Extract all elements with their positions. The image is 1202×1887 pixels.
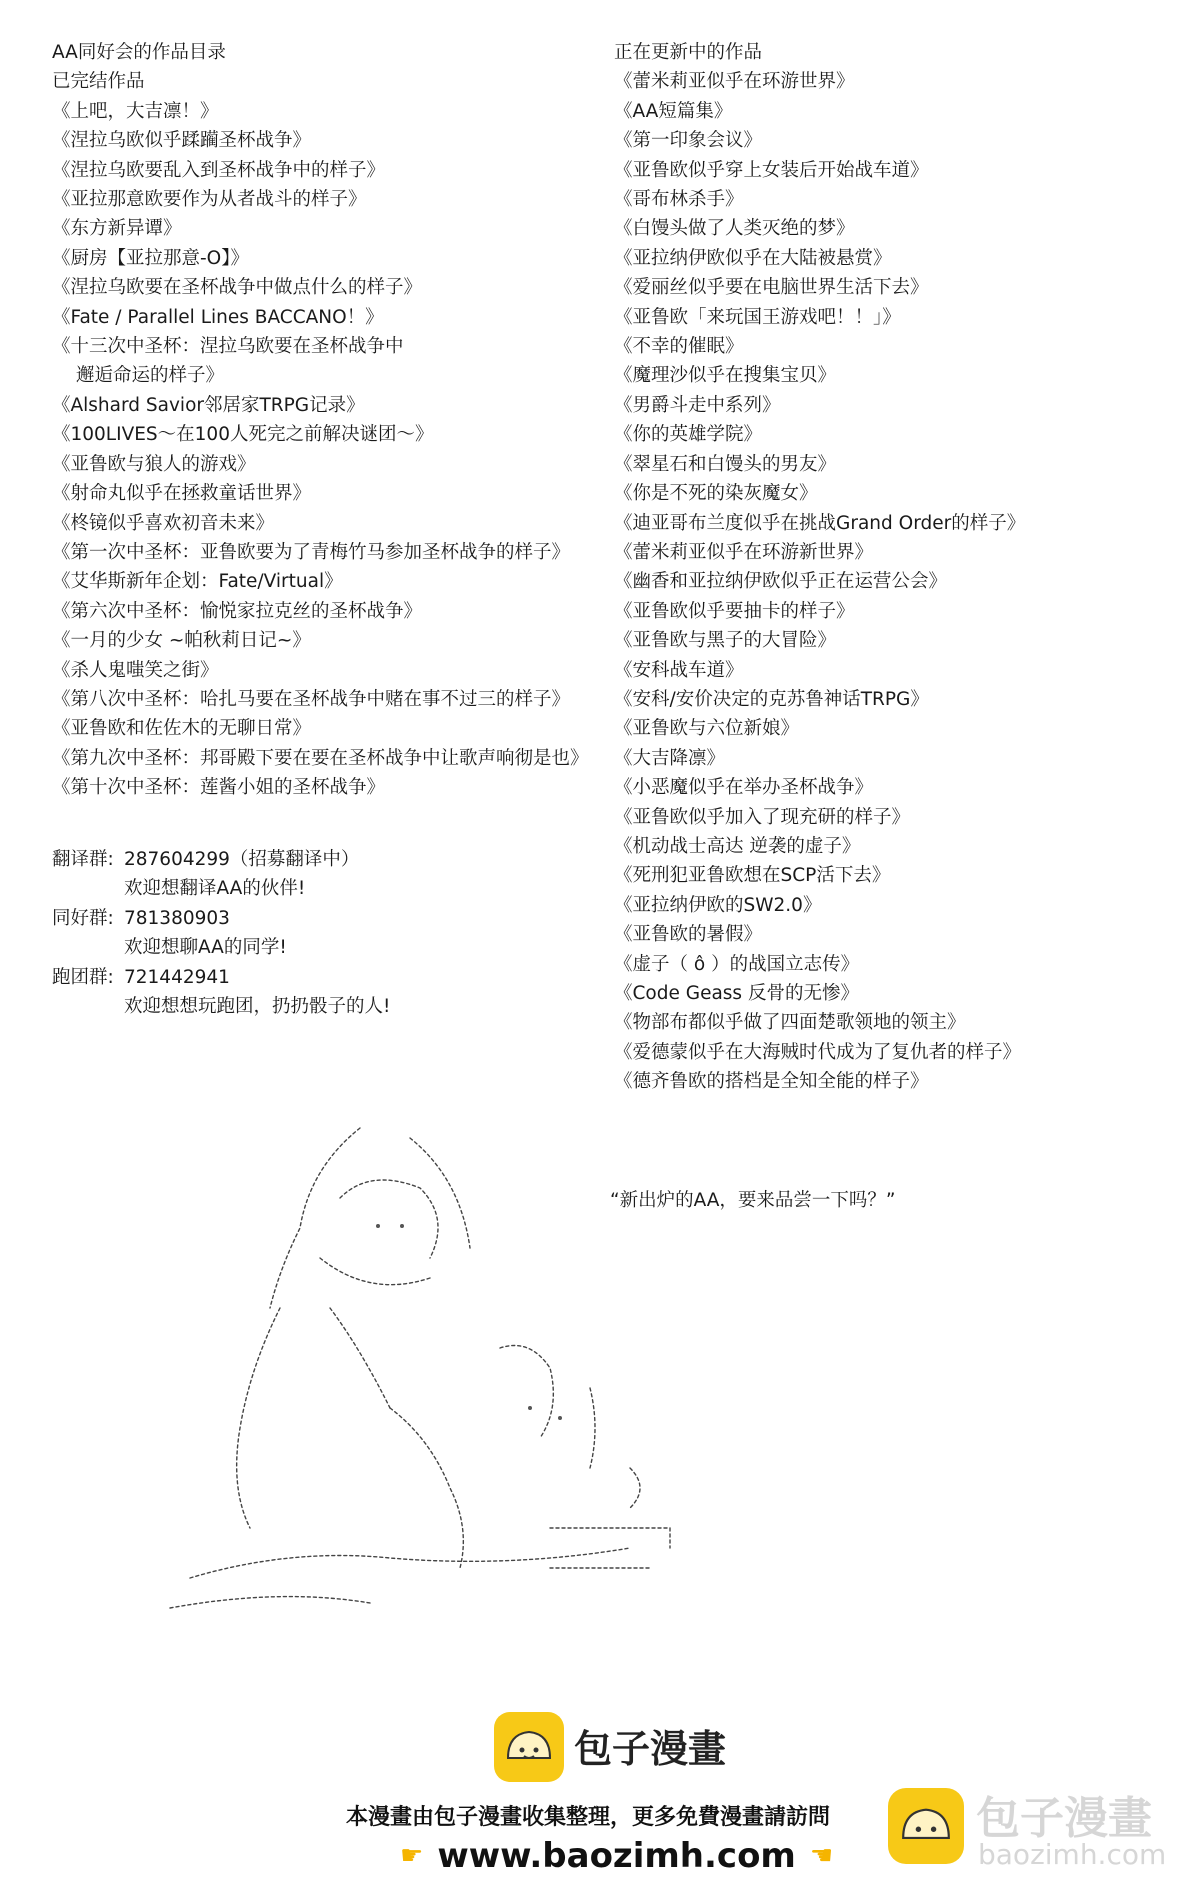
work-title-item: 《亚鲁欧似乎加入了现充研的样子》 — [614, 806, 911, 828]
group-row — [52, 963, 390, 992]
work-title-item: 《亚鲁欧似乎穿上女装后开始战车道》 — [614, 159, 929, 181]
work-title-item: 《迪亚哥布兰度似乎在挑战Grand Order的样子》 — [614, 512, 1026, 534]
work-title-item: 《艾华斯新年企划：Fate/Virtual》 — [52, 571, 343, 593]
watermark — [888, 1782, 1188, 1882]
group-note: 欢迎想想玩跑团，扔扔骰子的人! — [124, 996, 391, 1018]
work-title-item: 《亚拉那意欧要作为从者战斗的样子》 — [52, 189, 367, 211]
work-title-item: 《一月的少女 ~帕秋莉日记~》 — [52, 630, 311, 652]
work-title-item: 《哥布林杀手》 — [614, 189, 744, 211]
work-title-item: 《亚鲁欧似乎要抽卡的样子》 — [614, 600, 855, 622]
completed-works-list — [52, 38, 612, 803]
work-title-item: 《安科/安价决定的克苏鲁神话TRPG》 — [614, 688, 929, 710]
group-label: 翻译群: — [52, 849, 114, 870]
work-title-item: 《亚鲁欧与黑子的大冒险》 — [614, 630, 837, 652]
work-title-item: 《第八次中圣杯：哈扎马要在圣杯战争中赌在事不过三的样子》 — [52, 688, 571, 710]
group-number: 721442941 — [124, 966, 230, 988]
work-title-item: 《第一次中圣杯：亚鲁欧要为了青梅竹马参加圣杯战争的样子》 — [52, 541, 571, 563]
group-row — [52, 904, 390, 933]
work-title-item: 《第九次中圣杯：邦哥殿下要在要在圣杯战争中让歌声响彻是也》 — [52, 747, 589, 769]
aa-speech-quote: “新出炉的AA，要来品尝一下吗？” — [610, 1190, 896, 1211]
watermark-logo-icon — [888, 1788, 964, 1864]
work-title-item: 《小恶魔似乎在举办圣杯战争》 — [614, 777, 874, 799]
work-title-item: 《亚鲁欧的暑假》 — [614, 924, 763, 946]
work-title-item: 《AA短篇集》 — [614, 100, 733, 122]
work-title-item: 《杀人鬼嗤笑之街》 — [52, 659, 219, 681]
group-label: 跑团群: — [52, 966, 114, 988]
work-title-item: 《魔理沙似乎在搜集宝贝》 — [614, 365, 837, 387]
work-title-item: 《你的英雄学院》 — [614, 424, 763, 446]
work-title-item: 《100LIVES～在100人死完之前解决谜团～》 — [52, 424, 434, 446]
work-title-item: 《东方新异谭》 — [52, 218, 182, 240]
footer-banner — [0, 1700, 1202, 1887]
work-title-item: 《厨房【亚拉那意-O】》 — [52, 247, 249, 269]
pointing-hand-left-icon: ☚ — [809, 1841, 834, 1871]
group-note: 欢迎想聊AA的同学! — [124, 937, 287, 959]
pointing-hand-right-icon: ☛ — [400, 1841, 424, 1871]
work-title-item: 《涅拉乌欧要乱入到圣杯战争中的样子》 — [52, 159, 386, 181]
work-title-item: 《十三次中圣杯：涅拉乌欧要在圣杯战争中 — [52, 336, 404, 358]
work-title-item: 《机动战士高达 逆袭的虚子》 — [614, 835, 861, 857]
work-title-item: 《蕾米莉亚似乎在环游新世界》 — [614, 541, 874, 563]
work-title-item: 《射命丸似乎在拯救童话世界》 — [52, 483, 312, 505]
work-title-item: 《亚鲁欧与狼人的游戏》 — [52, 453, 256, 475]
work-title-item: 《死刑犯亚鲁欧想在SCP活下去》 — [614, 865, 891, 887]
group-number: 781380903 — [124, 907, 230, 929]
work-title-item: 《涅拉乌欧似乎蹂躏圣杯战争》 — [52, 130, 312, 152]
work-title-item: 《虚子（ ô ）的战国立志传》 — [614, 953, 860, 975]
watermark-url: baozimh.com — [978, 1838, 1167, 1871]
work-title-item: 《男爵斗走中系列》 — [614, 394, 781, 416]
work-title-item: 邂逅命运的样子》 — [76, 365, 225, 387]
group-contacts — [52, 845, 390, 1021]
brand-name: 包子漫畫 — [574, 1727, 727, 1771]
work-title-item: 《第十次中圣杯：莲酱小姐的圣杯战争》 — [52, 777, 386, 799]
work-title-item: 《亚拉纳伊欧似乎在大陆被悬赏》 — [614, 247, 892, 269]
completed-subheading: 已完结作品 — [52, 71, 145, 93]
watermark-title: 包子漫畫 — [976, 1793, 1152, 1844]
group-row — [52, 845, 390, 874]
group-note: 欢迎想翻译AA的伙伴! — [124, 878, 306, 900]
work-title-item: 《Alshard Savior邻居家TRPG记录》 — [52, 394, 365, 416]
work-title-item: 《柊镜似乎喜欢初音未来》 — [52, 512, 275, 534]
work-title-item: 《Code Geass 反骨的无惨》 — [614, 983, 859, 1004]
site-url-row — [400, 1834, 833, 1878]
work-title-item: 《第六次中圣杯：愉悦家拉克丝的圣杯战争》 — [52, 600, 423, 622]
work-title-item: 《大吉降凛》 — [614, 747, 726, 769]
work-title-item: 《物部布都似乎做了四面楚歌领地的领主》 — [614, 1012, 966, 1034]
work-title-item: 《你是不死的染灰魔女》 — [614, 483, 818, 505]
work-title-item: 《上吧，大吉凛！》 — [52, 100, 219, 122]
work-title-item: 《蕾米莉亚似乎在环游世界》 — [614, 71, 855, 93]
catalog-heading: AA同好会的作品目录 — [52, 42, 226, 63]
work-title-item: 《爱德蒙似乎在大海贼时代成为了复仇者的样子》 — [614, 1041, 1022, 1063]
site-notice: 本漫畫由包子漫畫收集整理，更多免費漫畫請訪問 — [346, 1805, 831, 1830]
ongoing-heading: 正在更新中的作品 — [614, 42, 763, 63]
site-url-link[interactable]: www.baozimh.com — [437, 1836, 796, 1876]
work-title-item: 《亚鲁欧和佐佐木的无聊日常》 — [52, 718, 312, 740]
work-title-item: 《不幸的催眠》 — [614, 336, 744, 358]
work-title-item: 《第一印象会议》 — [614, 130, 763, 152]
group-label: 同好群: — [52, 907, 114, 929]
work-title-item: 《德齐鲁欧的搭档是全知全能的样子》 — [614, 1071, 929, 1093]
work-title-item: 《爱丽丝似乎要在电脑世界生活下去》 — [614, 277, 929, 299]
work-title-item: 《安科战车道》 — [614, 659, 744, 681]
work-title-item: 《亚鲁欧与六位新娘》 — [614, 718, 800, 740]
work-title-item: 《Fate / Parallel Lines BACCANO！》 — [52, 306, 384, 328]
work-title-item: 《亚拉纳伊欧的SW2.0》 — [614, 894, 822, 916]
work-title-item: 《亚鲁欧「来玩国王游戏吧！！」》 — [614, 306, 901, 328]
group-number: 287604299（招募翻译中） — [124, 849, 360, 870]
ascii-art-illustration — [130, 1108, 780, 1638]
ongoing-works-list — [614, 38, 1194, 1097]
work-title-item: 《涅拉乌欧要在圣杯战争中做点什么的样子》 — [52, 277, 423, 299]
baozi-logo-icon — [494, 1712, 564, 1782]
work-title-item: 《白馒头做了人类灭绝的梦》 — [614, 218, 855, 240]
work-title-item: 《幽香和亚拉纳伊欧似乎正在运营公会》 — [614, 571, 948, 593]
work-title-item: 《翠星石和白馒头的男友》 — [614, 453, 837, 475]
